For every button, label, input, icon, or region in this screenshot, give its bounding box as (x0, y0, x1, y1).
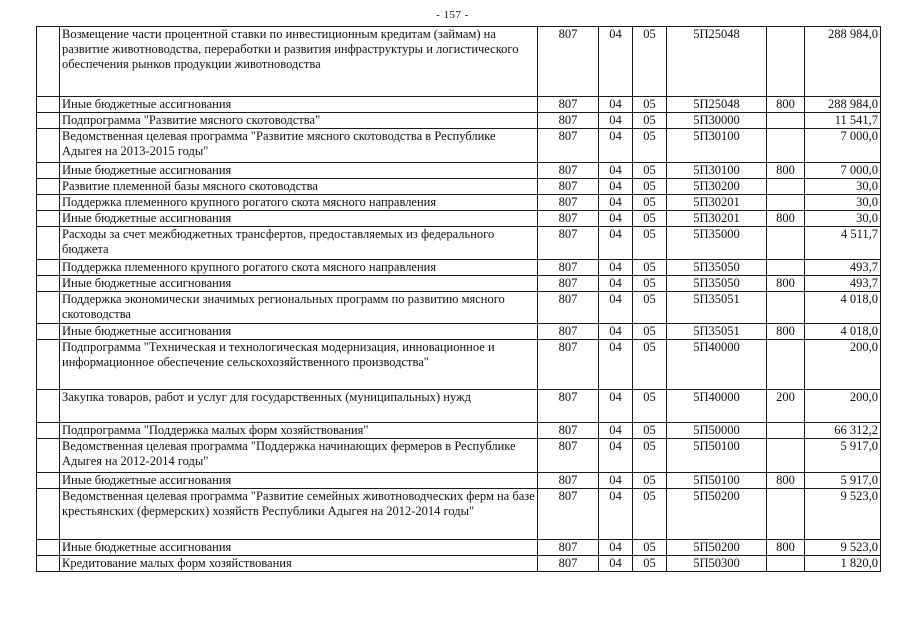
row-section-code: 04 (599, 27, 633, 97)
row-section-code: 04 (599, 439, 633, 473)
row-name: Поддержка племенного крупного рогатого скота мясного направления (60, 195, 538, 211)
row-target-code: 5П25048 (667, 97, 767, 113)
row-section-code: 04 (599, 227, 633, 260)
row-index-cell (37, 97, 60, 113)
row-amount: 5 917,0 (805, 439, 881, 473)
row-section-code: 04 (599, 97, 633, 113)
row-amount: 30,0 (805, 195, 881, 211)
row-name: Подпрограмма "Поддержка малых форм хозяйствования" (60, 423, 538, 439)
table-row (37, 340, 881, 390)
table-row (37, 324, 881, 340)
row-section-code: 04 (599, 276, 633, 292)
row-index-cell (37, 324, 60, 340)
table-row (37, 260, 881, 276)
table-row (37, 129, 881, 163)
row-index-cell (37, 473, 60, 489)
row-section-code: 04 (599, 163, 633, 179)
row-index-cell (37, 489, 60, 540)
row-expense-type-code (767, 179, 805, 195)
page-number: - 157 - (436, 9, 469, 21)
row-target-code: 5П50200 (667, 540, 767, 556)
row-ministry-code: 807 (538, 27, 599, 97)
table-row (37, 195, 881, 211)
row-index-cell (37, 340, 60, 390)
row-ministry-code: 807 (538, 129, 599, 163)
row-target-code: 5П50100 (667, 439, 767, 473)
row-index-cell (37, 195, 60, 211)
row-expense-type-code: 800 (767, 540, 805, 556)
table-row (37, 556, 881, 572)
row-amount: 7 000,0 (805, 129, 881, 163)
row-ministry-code: 807 (538, 340, 599, 390)
row-index-cell (37, 260, 60, 276)
row-target-code: 5П35050 (667, 276, 767, 292)
row-name: Ведомственная целевая программа "Развитие семейных животноводческих ферм на базе крестьянских (фермерских) хозяйств Республики Адыгея на 2012-2014 годы" (60, 489, 538, 540)
row-ministry-code: 807 (538, 179, 599, 195)
table-row (37, 489, 881, 540)
row-expense-type-code (767, 260, 805, 276)
row-target-code: 5П50100 (667, 473, 767, 489)
row-section-code: 04 (599, 540, 633, 556)
row-expense-type-code (767, 439, 805, 473)
row-index-cell (37, 439, 60, 473)
row-name: Подпрограмма "Техническая и технологическая модернизация, инновационное и информационное обеспечение сельскохозяйственного производства" (60, 340, 538, 390)
row-ministry-code: 807 (538, 390, 599, 423)
row-subsection-code: 05 (633, 340, 667, 390)
row-amount: 493,7 (805, 276, 881, 292)
row-name: Развитие племенной базы мясного скотоводства (60, 179, 538, 195)
row-name: Иные бюджетные ассигнования (60, 163, 538, 179)
row-name: Ведомственная целевая программа "Развитие мясного скотоводства в Республике Адыгея на 2013-2015 годы" (60, 129, 538, 163)
row-target-code: 5П40000 (667, 390, 767, 423)
row-target-code: 5П35051 (667, 324, 767, 340)
row-name: Кредитование малых форм хозяйствования (60, 556, 538, 572)
row-name: Ведомственная целевая программа "Поддержка начинающих фермеров в Республике Адыгея на 2012-2014 годы" (60, 439, 538, 473)
row-subsection-code: 05 (633, 473, 667, 489)
row-expense-type-code (767, 423, 805, 439)
table-row (37, 540, 881, 556)
row-name: Иные бюджетные ассигнования (60, 276, 538, 292)
row-subsection-code: 05 (633, 324, 667, 340)
row-subsection-code: 05 (633, 260, 667, 276)
row-expense-type-code: 800 (767, 97, 805, 113)
row-expense-type-code (767, 113, 805, 129)
row-subsection-code: 05 (633, 276, 667, 292)
row-amount: 30,0 (805, 211, 881, 227)
row-target-code: 5П30100 (667, 129, 767, 163)
row-index-cell (37, 276, 60, 292)
row-amount: 7 000,0 (805, 163, 881, 179)
row-ministry-code: 807 (538, 113, 599, 129)
row-subsection-code: 05 (633, 129, 667, 163)
row-amount: 4 018,0 (805, 292, 881, 324)
row-ministry-code: 807 (538, 489, 599, 540)
row-amount: 200,0 (805, 390, 881, 423)
row-expense-type-code (767, 129, 805, 163)
row-subsection-code: 05 (633, 292, 667, 324)
row-subsection-code: 05 (633, 211, 667, 227)
row-amount: 30,0 (805, 179, 881, 195)
row-ministry-code: 807 (538, 97, 599, 113)
row-amount: 9 523,0 (805, 489, 881, 540)
row-expense-type-code (767, 292, 805, 324)
row-name: Иные бюджетные ассигнования (60, 473, 538, 489)
row-expense-type-code (767, 227, 805, 260)
row-target-code: 5П30201 (667, 211, 767, 227)
row-index-cell (37, 556, 60, 572)
row-index-cell (37, 423, 60, 439)
table-row (37, 390, 881, 423)
row-target-code: 5П30200 (667, 179, 767, 195)
row-section-code: 04 (599, 340, 633, 390)
row-subsection-code: 05 (633, 423, 667, 439)
row-target-code: 5П25048 (667, 27, 767, 97)
row-amount: 4 018,0 (805, 324, 881, 340)
row-subsection-code: 05 (633, 489, 667, 540)
row-section-code: 04 (599, 129, 633, 163)
table-row (37, 97, 881, 113)
row-amount: 200,0 (805, 340, 881, 390)
row-name: Поддержка экономически значимых региональных программ по развитию мясного скотоводства (60, 292, 538, 324)
row-index-cell (37, 540, 60, 556)
row-amount: 66 312,2 (805, 423, 881, 439)
row-index-cell (37, 292, 60, 324)
table-row (37, 179, 881, 195)
row-section-code: 04 (599, 423, 633, 439)
row-subsection-code: 05 (633, 195, 667, 211)
row-amount: 288 984,0 (805, 27, 881, 97)
row-section-code: 04 (599, 473, 633, 489)
table-row (37, 473, 881, 489)
row-ministry-code: 807 (538, 195, 599, 211)
row-target-code: 5П50200 (667, 489, 767, 540)
row-index-cell (37, 113, 60, 129)
row-expense-type-code (767, 27, 805, 97)
row-ministry-code: 807 (538, 473, 599, 489)
row-index-cell (37, 211, 60, 227)
row-target-code: 5П50300 (667, 556, 767, 572)
row-ministry-code: 807 (538, 227, 599, 260)
table-row (37, 211, 881, 227)
row-target-code: 5П50000 (667, 423, 767, 439)
row-section-code: 04 (599, 260, 633, 276)
row-target-code: 5П40000 (667, 340, 767, 390)
row-subsection-code: 05 (633, 163, 667, 179)
row-expense-type-code: 200 (767, 390, 805, 423)
row-subsection-code: 05 (633, 439, 667, 473)
row-amount: 1 820,0 (805, 556, 881, 572)
row-section-code: 04 (599, 195, 633, 211)
row-section-code: 04 (599, 390, 633, 423)
table-row (37, 439, 881, 473)
row-ministry-code: 807 (538, 211, 599, 227)
row-name: Возмещение части процентной ставки по инвестиционным кредитам (займам) на развитие животноводства, переработки и развития инфраструктуры и логистического обеспечения рынков продукции животноводства (60, 27, 538, 97)
row-index-cell (37, 27, 60, 97)
row-subsection-code: 05 (633, 390, 667, 423)
row-expense-type-code: 800 (767, 276, 805, 292)
row-expense-type-code (767, 195, 805, 211)
row-name: Подпрограмма "Развитие мясного скотоводства" (60, 113, 538, 129)
row-name: Иные бюджетные ассигнования (60, 324, 538, 340)
row-expense-type-code (767, 340, 805, 390)
row-name: Поддержка племенного крупного рогатого скота мясного направления (60, 260, 538, 276)
row-amount: 4 511,7 (805, 227, 881, 260)
row-section-code: 04 (599, 113, 633, 129)
row-subsection-code: 05 (633, 540, 667, 556)
row-expense-type-code: 800 (767, 211, 805, 227)
row-subsection-code: 05 (633, 97, 667, 113)
row-ministry-code: 807 (538, 292, 599, 324)
table-row (37, 27, 881, 97)
row-target-code: 5П30100 (667, 163, 767, 179)
row-expense-type-code (767, 489, 805, 540)
row-target-code: 5П35051 (667, 292, 767, 324)
row-section-code: 04 (599, 324, 633, 340)
row-index-cell (37, 163, 60, 179)
row-expense-type-code: 800 (767, 163, 805, 179)
row-subsection-code: 05 (633, 113, 667, 129)
row-subsection-code: 05 (633, 227, 667, 260)
row-ministry-code: 807 (538, 276, 599, 292)
table-row (37, 276, 881, 292)
table-row (37, 227, 881, 260)
row-subsection-code: 05 (633, 27, 667, 97)
row-ministry-code: 807 (538, 260, 599, 276)
row-target-code: 5П30201 (667, 195, 767, 211)
row-ministry-code: 807 (538, 540, 599, 556)
row-expense-type-code: 800 (767, 473, 805, 489)
row-target-code: 5П35050 (667, 260, 767, 276)
table-row (37, 292, 881, 324)
table-row (37, 423, 881, 439)
row-index-cell (37, 179, 60, 195)
row-name: Иные бюджетные ассигнования (60, 97, 538, 113)
table-row (37, 163, 881, 179)
row-name: Иные бюджетные ассигнования (60, 211, 538, 227)
row-name: Расходы за счет межбюджетных трансфертов, предоставляемых из федерального бюджета (60, 227, 538, 260)
row-subsection-code: 05 (633, 179, 667, 195)
row-amount: 5 917,0 (805, 473, 881, 489)
row-expense-type-code: 800 (767, 324, 805, 340)
row-expense-type-code (767, 556, 805, 572)
row-target-code: 5П30000 (667, 113, 767, 129)
row-ministry-code: 807 (538, 556, 599, 572)
row-section-code: 04 (599, 179, 633, 195)
row-subsection-code: 05 (633, 556, 667, 572)
row-name: Закупка товаров, работ и услуг для государственных (муниципальных) нужд (60, 390, 538, 423)
row-index-cell (37, 390, 60, 423)
row-section-code: 04 (599, 211, 633, 227)
row-ministry-code: 807 (538, 439, 599, 473)
row-section-code: 04 (599, 489, 633, 540)
budget-table (36, 26, 881, 572)
row-index-cell (37, 227, 60, 260)
row-ministry-code: 807 (538, 163, 599, 179)
row-amount: 288 984,0 (805, 97, 881, 113)
row-amount: 11 541,7 (805, 113, 881, 129)
row-ministry-code: 807 (538, 324, 599, 340)
row-name: Иные бюджетные ассигнования (60, 540, 538, 556)
row-ministry-code: 807 (538, 423, 599, 439)
row-section-code: 04 (599, 292, 633, 324)
row-section-code: 04 (599, 556, 633, 572)
row-index-cell (37, 129, 60, 163)
row-target-code: 5П35000 (667, 227, 767, 260)
row-amount: 9 523,0 (805, 540, 881, 556)
table-row (37, 113, 881, 129)
row-amount: 493,7 (805, 260, 881, 276)
